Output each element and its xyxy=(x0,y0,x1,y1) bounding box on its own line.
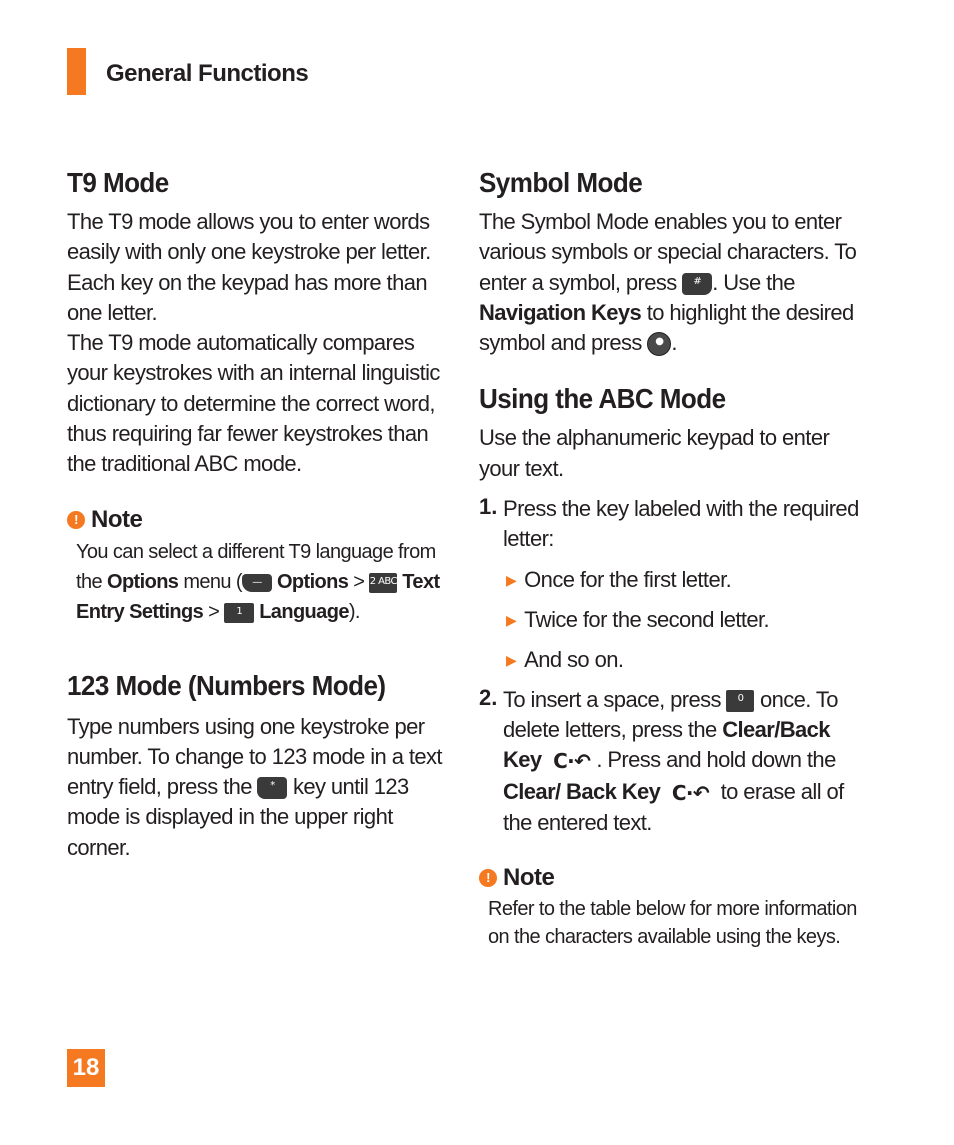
abc-heading: Using the ABC Mode xyxy=(479,383,726,415)
clear-key-icon: C·↶ xyxy=(553,749,591,774)
arrow-bullet-icon: ▶ xyxy=(506,651,517,668)
abc-step-2: 2. To insert a space, press 0 once. To delete letters, press the Clear/Back Key C·↶ . Press and hold down the Clear/ Back Key C·↶ to erase all of the entered text. xyxy=(479,685,859,839)
ok-key-icon: ● xyxy=(647,332,671,356)
navigation-keys-label: Navigation Keys xyxy=(479,299,642,325)
arrow-bullet-icon: ▶ xyxy=(506,571,517,588)
page-number: 18 xyxy=(67,1049,105,1087)
header-accent-bar xyxy=(67,48,86,95)
symbol-heading: Symbol Mode xyxy=(479,167,643,198)
note-heading-2 xyxy=(479,864,859,892)
abc-step-2-text: To insert a space, press 0 once. To delete letters, press the Clear/Back Key C·↶ . Press and hold down the Clear/ Back Key C·↶ to erase all of the entered text. xyxy=(503,686,844,835)
note-line-3: Entry Settings > 1 Language). xyxy=(76,601,360,624)
abc-bullet-3: ▶ And so on. xyxy=(479,645,859,675)
abc-bullet-1: ▶ Once for the first letter. xyxy=(479,565,859,595)
arrow-bullet-icon: ▶ xyxy=(506,611,517,628)
section-header: General Functions xyxy=(106,60,309,87)
left-soft-key-icon: — xyxy=(242,574,272,592)
note-body xyxy=(67,537,452,628)
pound-key-icon: # xyxy=(682,273,712,295)
t9-paragraph-1: The T9 mode allows you to enter words easily with only one keystroke per letter. Each key on the keypad has more than one letter. xyxy=(67,209,431,325)
entry-settings-label: Entry Settings xyxy=(76,601,204,624)
note-label: Note xyxy=(91,505,143,533)
text-label: Text xyxy=(402,570,440,593)
note-line-1: You can select a different T9 language from xyxy=(76,540,436,563)
mode123-heading: 123 Mode (Numbers Mode) xyxy=(67,669,386,701)
abc-step-1-text: Press the key labeled with the required letter: xyxy=(503,496,859,552)
clear-back-key-label-2: Clear/ Back Key xyxy=(503,778,661,804)
mode123-paragraph: Type numbers using one keystroke per number. To change to 123 mode in a text entry field, press the * key until 123 mode is displayed in the upper right corner. xyxy=(67,713,442,860)
t9-heading: T9 Mode xyxy=(67,167,169,198)
note-alert-icon: ! xyxy=(67,511,85,529)
zero-key-icon: 0 xyxy=(726,690,754,712)
note-body-2: Refer to the table below for more information on the characters available using the keys. xyxy=(488,898,857,949)
options-label: Options xyxy=(106,570,179,593)
language-label: Language xyxy=(259,601,349,624)
clear-back-key-label: Clear/Back Key xyxy=(503,716,830,773)
one-key-icon: 1 xyxy=(224,603,254,623)
two-key-icon: 2 ABC xyxy=(369,573,397,593)
abc-step-1: 1. Press the key labeled with the required letter: xyxy=(479,494,859,555)
note-alert-icon: ! xyxy=(479,869,497,887)
symbol-paragraph: The Symbol Mode enables you to enter various symbols or special characters. To enter a symbol, press # . Use the Navigation Keys to highlight the desired symbol and press ● . xyxy=(479,209,857,356)
options-label-2: Options xyxy=(276,570,349,593)
note-label-2: Note xyxy=(503,864,555,892)
clear-key-icon: C·↶ xyxy=(671,780,710,805)
star-key-icon: * xyxy=(257,777,287,799)
abc-intro: Use the alphanumeric keypad to enter your text. xyxy=(479,425,830,481)
abc-bullet-2: ▶ Twice for the second letter. xyxy=(479,605,859,635)
t9-paragraph-2: The T9 mode automatically compares your keystrokes with an internal linguistic dictionary to determine the correct word, thus requiring far fewer keystrokes than the traditional ABC mode. xyxy=(67,330,440,477)
note-line-2: the Options menu ( — Options > 2 ABC Text xyxy=(76,570,440,593)
note-heading xyxy=(67,506,452,534)
right-column xyxy=(479,165,859,951)
left-column xyxy=(67,165,452,863)
